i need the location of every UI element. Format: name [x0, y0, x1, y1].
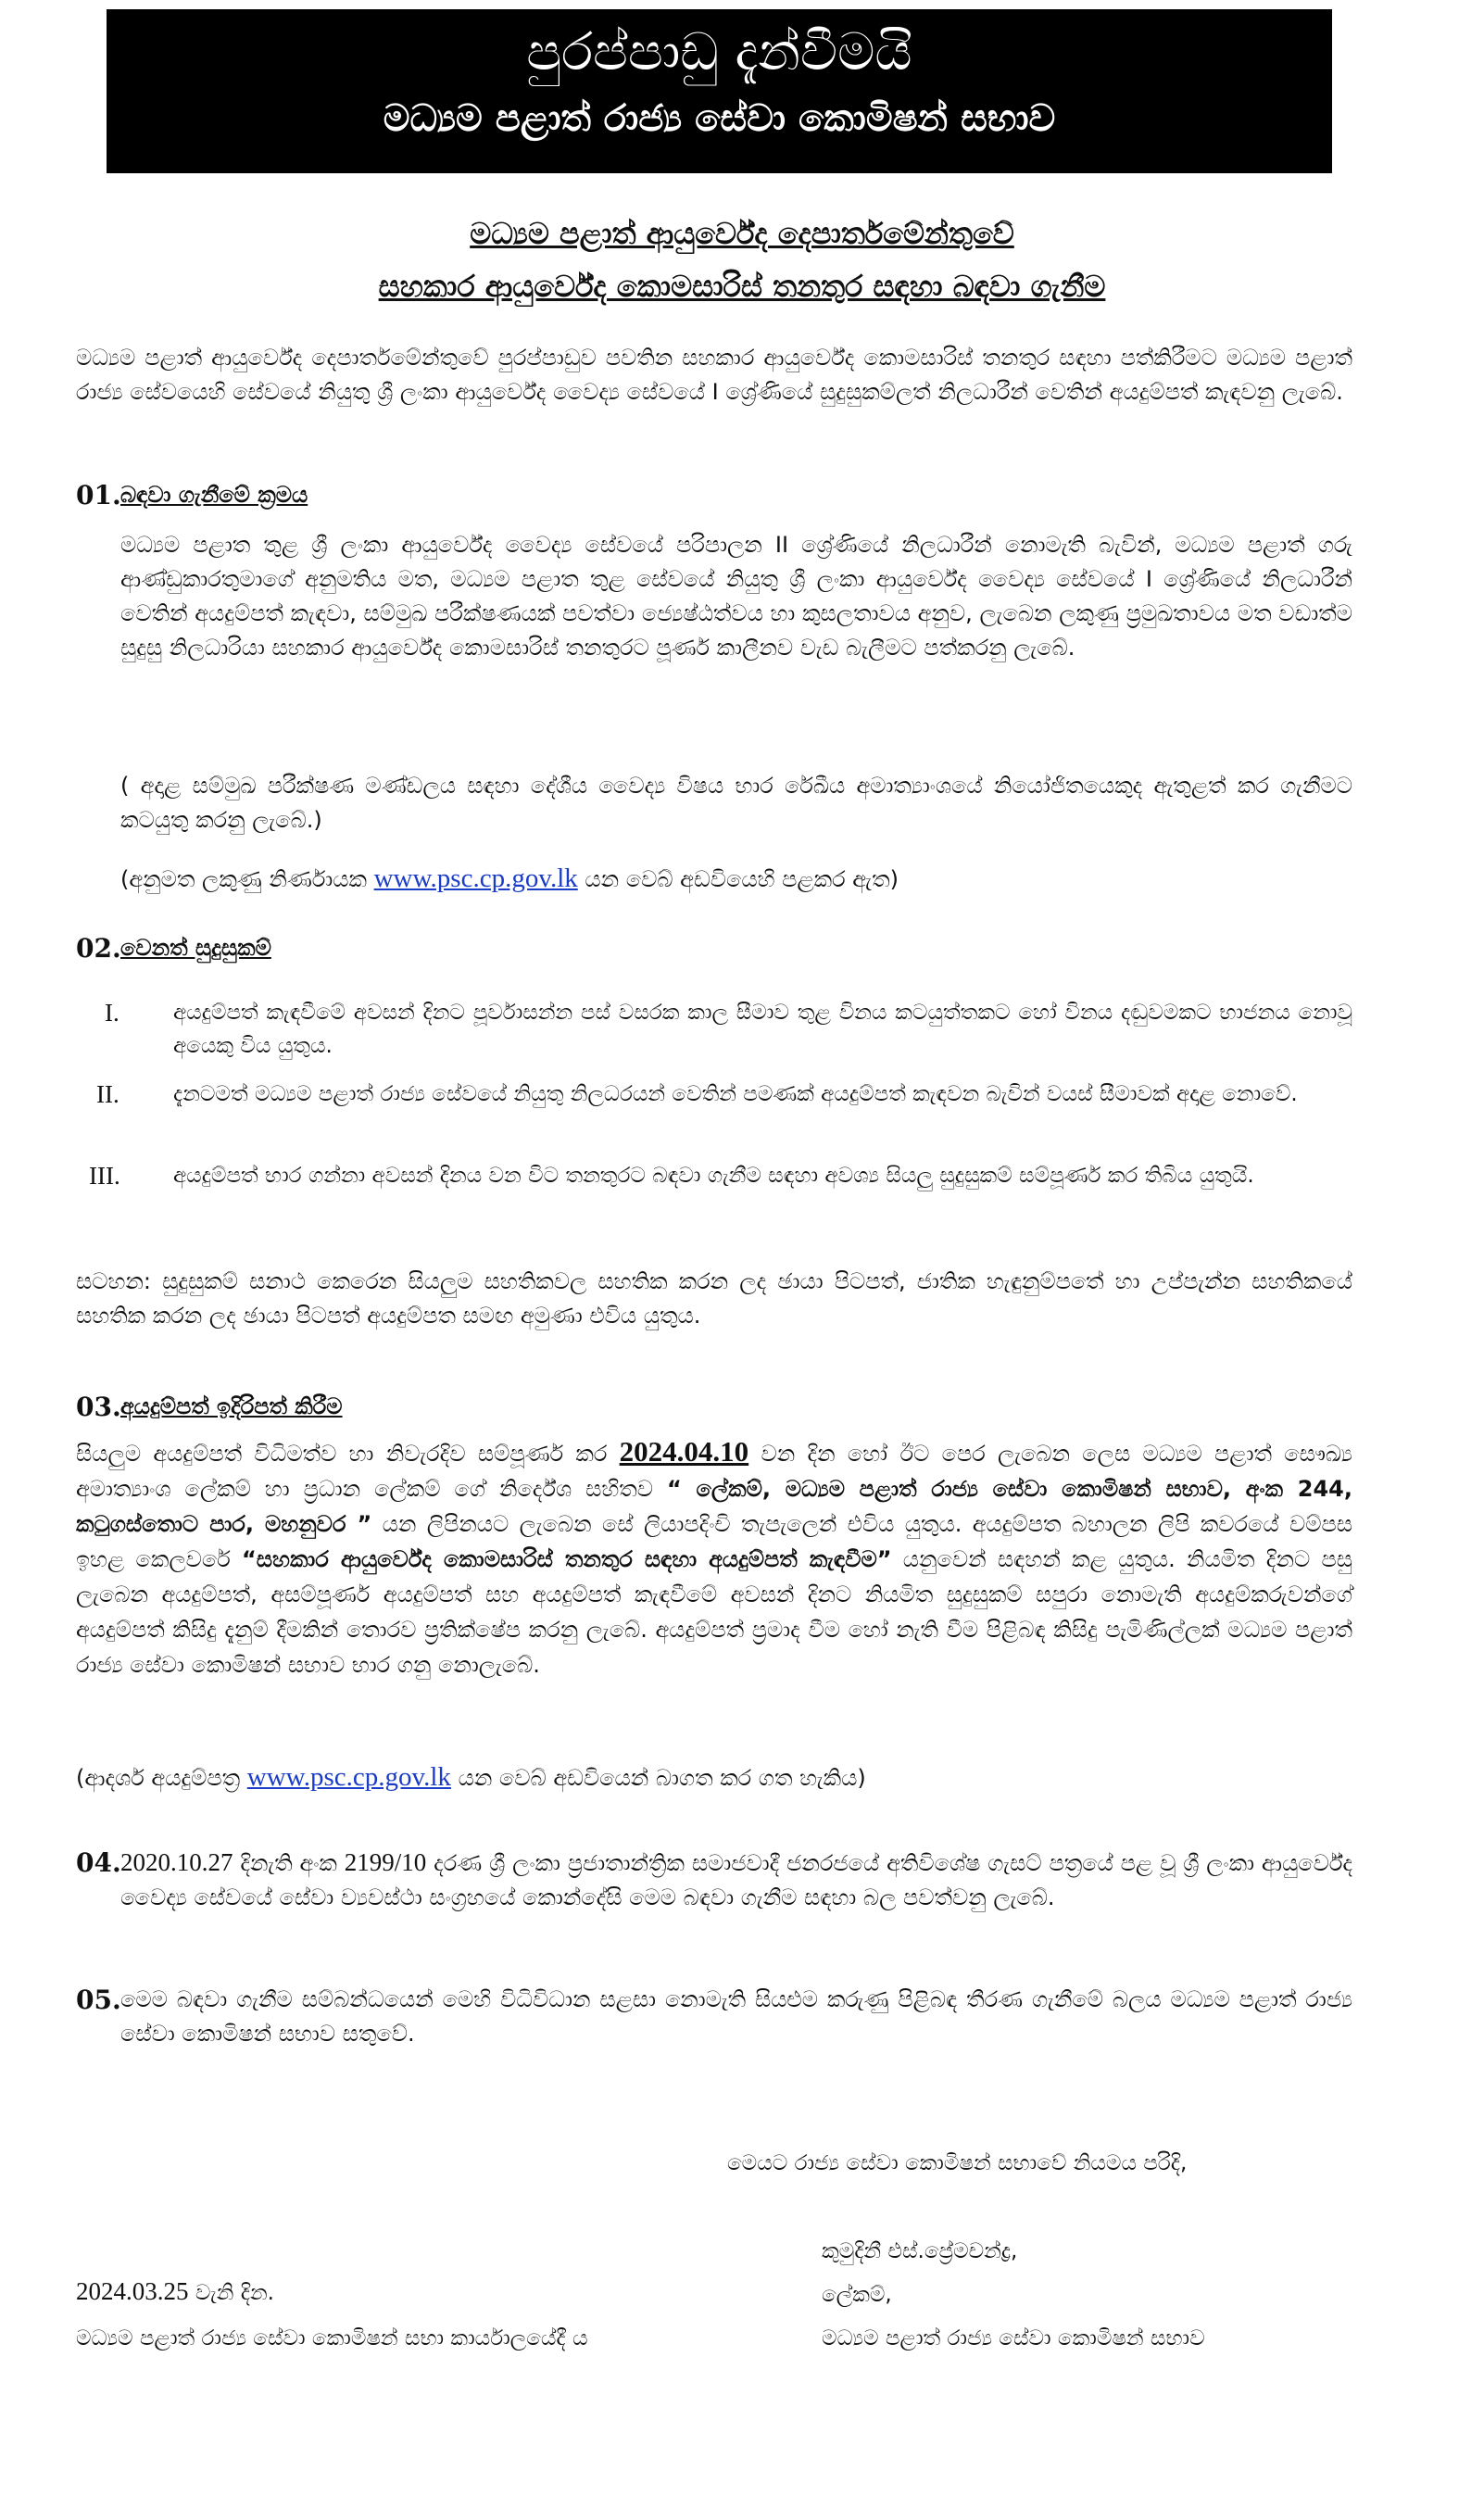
section-3-title: අයදුම්පත් ඉදිරිපත් කිරීම [120, 1393, 343, 1419]
section-3-number: 03. [76, 1392, 121, 1422]
section-1-title: බඳවා ගැනීමේ ක්‍රමය [120, 482, 308, 508]
closing-date: 2024.04.10 [619, 1435, 749, 1468]
order-line: මෙයට රාජ්‍ය සේවා කොමිෂන් සභාවේ නියමය පරිදි, [727, 2151, 1188, 2175]
gazette-number: 2199/10 [344, 1848, 427, 1876]
notice-title: පුරප්පාඩු දැන්වීමයි [526, 22, 912, 82]
item-2-number: II. [96, 1080, 119, 1108]
section-2-title: වෙනත් සුදුසුකම් [120, 935, 271, 961]
issue-date: 2024.03.25 වැනි දින. [76, 2277, 274, 2305]
postal-address: “ ලේකම්, මධ්‍යම පළාත් රාජ්‍ය සේවා කොමිෂන් සභාව, අංක 244, කටුගස්තොට පාර, මහනුවර ” [76, 1476, 1352, 1537]
item-1-text: අයදුම්පත් කැඳවීමේ අවසන් දිනට පූර්වාසන්න පස් වසරක කාල සීමාව තුළ විනය කටයුත්තකට හෝ විනය දඬුවමකට භාජනය නොවූ අයෙකු විය යුතුය. [173, 1001, 1352, 1058]
commission-name: මධ්‍යම පළාත් රාජ්‍ය සේවා කොමිෂන් සභාව [383, 97, 1056, 140]
signer-name: කුමුදිනී එස්.ප්‍රේමචන්ද්‍ර, [822, 2239, 1018, 2263]
item-1-number: I. [105, 999, 119, 1027]
heading-line-1: මධ්‍යම පළාත් ආයුර්වේද දෙපාර්තමේන්තුවේ [470, 216, 1014, 251]
item-2-text: දැනටමත් මධ්‍යම පළාත් රාජ්‍ය සේවයේ නියුතු නිලධරයන් වෙතින් පමණක් අයදුම්පත් කැඳවන බැවින් වයස් සීමාවක් අදාළ නොවේ. [173, 1082, 1298, 1106]
psc-website-link-2[interactable]: www.psc.cp.gov.lk [246, 1762, 451, 1792]
section-1-note: ( අදාළ සම්මුඛ පරීක්ෂණ මණ්ඩලය සඳහා දේශීය වෛද්‍ය විෂය භාර රේඛීය අමාත්‍යාංශයේ නියෝජිතයෙකුද ඇතුළත් කර ගැනීමට කටයුතු කරනු ලැබේ.) [120, 773, 1352, 833]
signer-title: ලේකම්, [822, 2283, 892, 2307]
header-banner [107, 9, 1332, 173]
signer-organization: මධ්‍යම පළාත් රාජ්‍ය සේවා කොමිෂන් සභාව [822, 2326, 1205, 2350]
section-4-body: 2020.10.27 දිනැති අංක 2199/10 දරණ ශ්‍රී ලංකා ප්‍රජාතාන්ත්‍රික සමාජවාදී ජනරජයේ අතිවිශේෂ ගැසට් පත්‍රයේ පළ වූ ශ්‍රී ලංකා ආයුර්වේද වෛද්‍ය සේවයේ සේවා ව්‍යවස්ථා සංග්‍රහයේ කොන්දේසි මෙම බඳවා ගැනීම සඳහා බල පවත්වනු ලැබේ. [120, 1848, 1352, 1910]
section-3-body: සියලුම අයදුම්පත් විධිමත්ව හා නිවැරදිව සම්පූර්ණ කර 2024.04.10 වන දින හෝ ඊට පෙර ලැබෙන ලෙස මධ්‍යම පළාත් සෞඛ්‍ය අමාත්‍යාංශ ලේකම් හා ප්‍රධාන ලේකම් ගේ නිර්දේශ සහිතව “ ලේකම්, මධ්‍යම පළාත් රාජ්‍ය සේවා කොමිෂන් සභාව, අංක 244, කටුගස්තොට පාර, මහනුවර ” යන ලිපිනයට ලැබෙන සේ ලියාපදිංචි තැපැලෙන් එවිය යුතුය. අයදුම්පත බහාලන ලිපි කවරයේ වම්පස ඉහළ කෙලවරේ “සහකාර ආයුර්වේද කොමසාරිස් තනතුර සඳහා අයදුම්පත් කැඳවීම” යනුවෙන් සඳහන් කළ යුතුය. නියමිත දිනට පසු ලැබෙන අයදුම්පත්, අසම්පූර්ණ අයදුම්පත් සහ අයදුම්පත් කැඳවීමේ අවසන් දිනට නියමිත සුදුසුකම් සපුරා නොමැති අයදුම්කරුවන්ගේ අයදුම්පත් කිසිදු දැනුම් දීමකින් තොරව ප්‍රතික්ෂේප කරනු ලැබේ. අයදුම්පත් ප්‍රමාද වීම හෝ නැති වීම පිළිබඳ කිසිදු පැමිණිල්ලක් මධ්‍යම පළාත් රාජ්‍ය සේවා කොමිෂන් සභාව භාර ගනු නොලැබේ. [76, 1435, 1352, 1678]
envelope-subject: “සහකාර ආයුර්වේද කොමසාරිස් තනතුර සඳහා අයදුම්පත් කැඳවීම” [242, 1546, 892, 1572]
section-5-number: 05. [76, 1985, 121, 2015]
gazette-date: 2020.10.27 [120, 1848, 233, 1876]
section-5-body: මෙම බඳවා ගැනීම සම්බන්ධයෙන් මෙහි විධිවිධාන සළසා නොමැති සියළුම කරුණු පිළිබඳ තීරණ ගැනීමේ බලය මධ්‍යම පළාත් රාජ්‍ය සේවා කොමිෂන් සභාව සතුවේ. [120, 1986, 1352, 2047]
issue-place: මධ්‍යම පළාත් රාජ්‍ය සේවා කොමිෂන් සභා කාර්යාලයේදී ය [76, 2326, 588, 2350]
psc-website-link[interactable]: www.psc.cp.gov.lk [373, 863, 578, 893]
heading-line-2: සහකාර ආයුර්වේද කොමසාරිස් තනතුර සඳහා බඳවා ගැනීම [378, 269, 1106, 304]
section-1-body: මධ්‍යම පළාත තුළ ශ්‍රී ලංකා ආයුර්වේද වෛද්‍ය සේවයේ පරිපාලන II ශ්‍රේණියේ නිලධාරීන් නොමැති බැවින්, මධ්‍යම පළාත් ගරු ආණ්ඩුකාරතුමාගේ අනුමතිය මත, මධ්‍යම පළාත තුළ සේවයේ නියුතු ශ්‍රී ලංකා ආයුර්වේද වෛද්‍ය සේවයේ I ශ්‍රේණියේ නිලධාරීන් වෙතින් අයදුම්පත් කැඳවා, සම්මුඛ පරීක්ෂණයක් පවත්වා ජ්‍යෙෂ්ඨත්වය හා කුසලතාවය අනුව, ලැබෙන ලකුණු ප්‍රමුඛතාවය මත වඩාත්ම සුදුසු නිලධාරියා සහකාර ආයුර්වේද කොමසාරිස් තනතුරට පූර්ණ කාලීනව වැඩ බැලීමට පත්කරනු ලැබේ. [120, 532, 1352, 661]
qualification-note: සටහන: සුදුසුකම් සනාථ කෙරෙන සියලුම සහතිකවල සහතික කරන ලද ඡායා පිටපත්, ජාතික හැඳුනුම්පතේ හා උප්පැන්න සහතිකයේ සහතික කරන ලද ඡායා පිටපත් අයදුම්පත සමඟ අමුණා එවිය යුතුය. [76, 1268, 1352, 1329]
section-4-number: 04. [76, 1847, 121, 1878]
section-2-number: 02. [76, 933, 121, 964]
section-1-criteria: (අනුමත ලකුණු නිර්ණායක www.psc.cp.gov.lk යන වෙබ් අඩවියෙහි පළකර ඇත) [120, 863, 899, 893]
application-form-download: (ආදර්ශ අයදුම්පත්‍ර www.psc.cp.gov.lk යන වෙබ් අඩවියෙන් බාගත කර ගත හැකිය) [76, 1762, 866, 1792]
intro-paragraph: මධ්‍යම පළාත් ආයුර්වේද දෙපාර්තමේන්තුවේ පුරප්පාඩුව පවතින සහකාර ආයුර්වේද කොමසාරිස් තනතුර සඳහා පත්කිරීමට මධ්‍යම පළාත් රාජ්‍ය සේවයෙහි සේවයේ නියුතු ශ්‍රී ලංකා ආයුර්වේද වෛද්‍ය සේවයේ I ශ්‍රේණියේ සුදුසුකම්ලත් නිලධාරීන් වෙතින් අයදුම්පත් කැඳවනු ලැබේ. [76, 345, 1352, 405]
item-3-text: අයදුම්පත් භාර ගන්නා අවසන් දිනය වන විට තනතුරට බඳවා ගැනීම සඳහා අවශ්‍ය සියලු සුදුසුකම් සම්පූර්ණ කර තිබිය යුතුයි. [173, 1164, 1254, 1188]
item-3-number: III. [89, 1162, 120, 1190]
section-1-number: 01. [76, 480, 121, 510]
